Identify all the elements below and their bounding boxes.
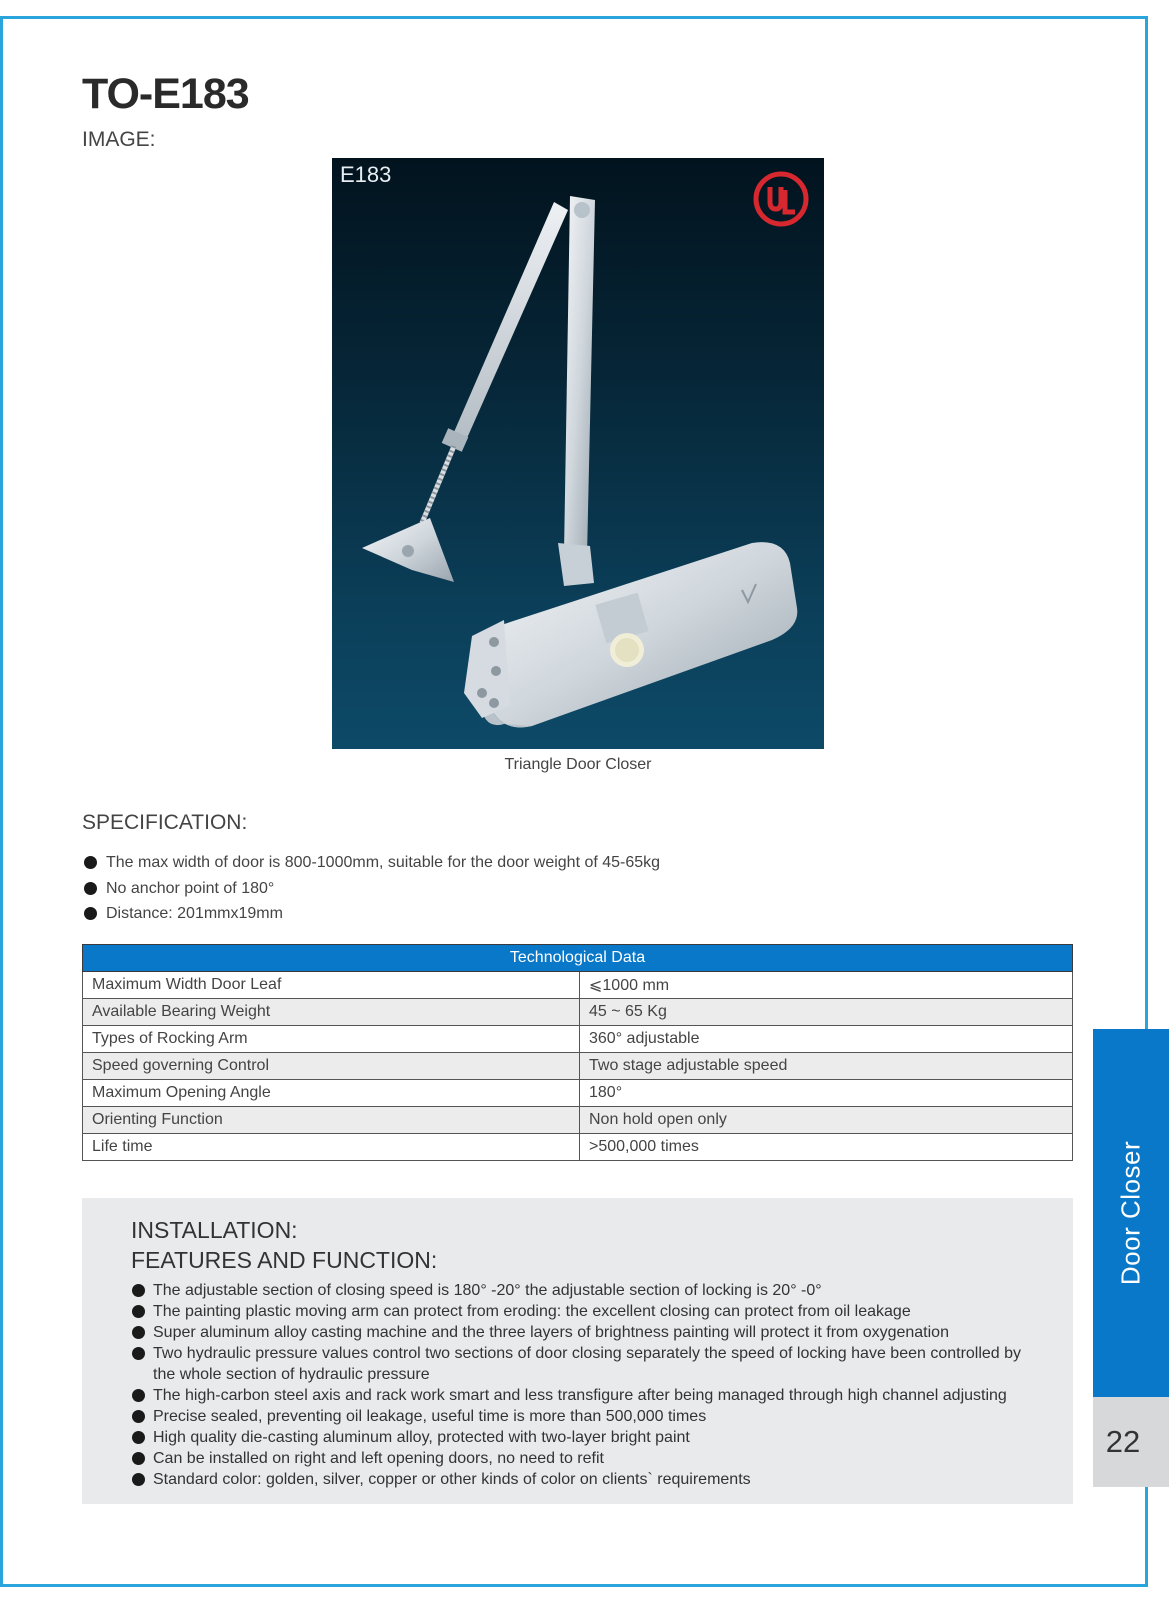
feature-text: The adjustable section of closing speed is 180° -20° the adjustable section of locking is 20° -0°	[153, 1282, 822, 1299]
list-item	[131, 1448, 1031, 1469]
table-header-row	[83, 945, 1073, 972]
list-item	[82, 901, 660, 927]
list-item	[131, 1427, 1031, 1448]
bullet-icon	[84, 907, 97, 920]
table-row	[83, 999, 1073, 1026]
table-row	[83, 1026, 1073, 1053]
page-frame-left	[0, 16, 3, 1586]
table-cell-value: 180°	[580, 1080, 1073, 1107]
spec-text: The max width of door is 800-1000mm, suitable for the door weight of 45-65kg	[106, 854, 661, 871]
photo-model-label: E183	[340, 162, 392, 187]
page-number: 22	[1105, 1424, 1141, 1459]
bullet-icon	[132, 1326, 145, 1339]
page-number-box	[1093, 1397, 1169, 1487]
bullet-icon	[132, 1305, 145, 1318]
table-cell-value: ⩽1000 mm	[580, 972, 1073, 999]
specification-list	[82, 850, 660, 927]
bullet-icon	[132, 1347, 145, 1360]
feature-text: Can be installed on right and left opening doors, no need to refit	[153, 1450, 604, 1467]
bullet-icon	[132, 1452, 145, 1465]
door-closer-illustration	[332, 158, 824, 749]
list-item	[82, 876, 660, 902]
feature-text: Two hydraulic pressure values control two sections of door closing separately the speed of locking have been controlled by the whole section of hydraulic pressure	[153, 1345, 1022, 1383]
spec-text: No anchor point of 180°	[106, 879, 275, 897]
table-cell-value: >500,000 times	[580, 1134, 1073, 1161]
table-row	[83, 1107, 1073, 1134]
bullet-icon	[84, 882, 97, 895]
table-row	[83, 972, 1073, 999]
page-frame-top	[0, 16, 1148, 19]
list-item	[131, 1301, 1031, 1322]
image-label: IMAGE:	[82, 128, 156, 151]
specification-heading: SPECIFICATION:	[82, 811, 248, 834]
bullet-icon	[132, 1389, 145, 1402]
bullet-icon	[132, 1431, 145, 1444]
technological-data-table	[82, 944, 1073, 1161]
list-item	[131, 1322, 1031, 1343]
feature-text: Standard color: golden, silver, copper or other kinds of color on clients` requirements	[153, 1471, 751, 1488]
bullet-icon	[132, 1473, 145, 1486]
feature-text: The painting plastic moving arm can protect from eroding: the excellent closing can protect from oil leakage	[153, 1303, 911, 1320]
table-cell-value: Two stage adjustable speed	[580, 1053, 1073, 1080]
model-title: TO-E183	[82, 70, 249, 118]
table-row	[83, 1053, 1073, 1080]
table-cell-value: 360° adjustable	[580, 1026, 1073, 1053]
list-item	[131, 1280, 1031, 1301]
table-row	[83, 1134, 1073, 1161]
table-cell-label: Types of Rocking Arm	[83, 1026, 580, 1053]
table-cell-label: Maximum Width Door Leaf	[83, 972, 580, 999]
table-cell-label: Life time	[83, 1134, 580, 1161]
feature-text: The high-carbon steel axis and rack work smart and less transfigure after being managed through high channel adjusting	[153, 1387, 1007, 1404]
list-item	[82, 850, 660, 876]
list-item	[131, 1406, 1031, 1427]
list-item	[131, 1343, 1031, 1385]
table-cell-label: Available Bearing Weight	[83, 999, 580, 1026]
ul-certification-icon	[752, 170, 810, 228]
table-cell-value: Non hold open only	[580, 1107, 1073, 1134]
table-cell-label: Orienting Function	[83, 1107, 580, 1134]
spec-text: Distance: 201mmx19mm	[106, 905, 283, 922]
table-row	[83, 1080, 1073, 1107]
section-tab	[1093, 1029, 1169, 1397]
page-frame-bottom	[0, 1584, 1148, 1587]
list-item	[131, 1385, 1031, 1406]
feature-text: High quality die-casting aluminum alloy, protected with two-layer bright paint	[153, 1429, 690, 1446]
features-panel	[82, 1198, 1073, 1504]
table-cell-value: 45 ~ 65 Kg	[580, 999, 1073, 1026]
table-cell-label: Maximum Opening Angle	[83, 1080, 580, 1107]
section-tab-label: Door Closer	[1115, 1140, 1146, 1286]
feature-text: Super aluminum alloy casting machine and the three layers of brightness painting will protect it from oxygenation	[153, 1324, 949, 1341]
feature-text: Precise sealed, preventing oil leakage, useful time is more than 500,000 times	[153, 1408, 707, 1425]
bullet-icon	[132, 1410, 145, 1423]
installation-heading: INSTALLATION:	[131, 1217, 298, 1243]
list-item	[131, 1469, 1031, 1490]
features-heading: FEATURES AND FUNCTION:	[131, 1247, 438, 1273]
bullet-icon	[84, 856, 97, 869]
photo-caption: Triangle Door Closer	[504, 756, 652, 773]
bullet-icon	[132, 1284, 145, 1297]
table-cell-label: Speed governing Control	[83, 1053, 580, 1080]
features-list	[131, 1280, 1031, 1490]
table-title: Technological Data	[83, 945, 1073, 972]
product-photo	[332, 158, 824, 749]
